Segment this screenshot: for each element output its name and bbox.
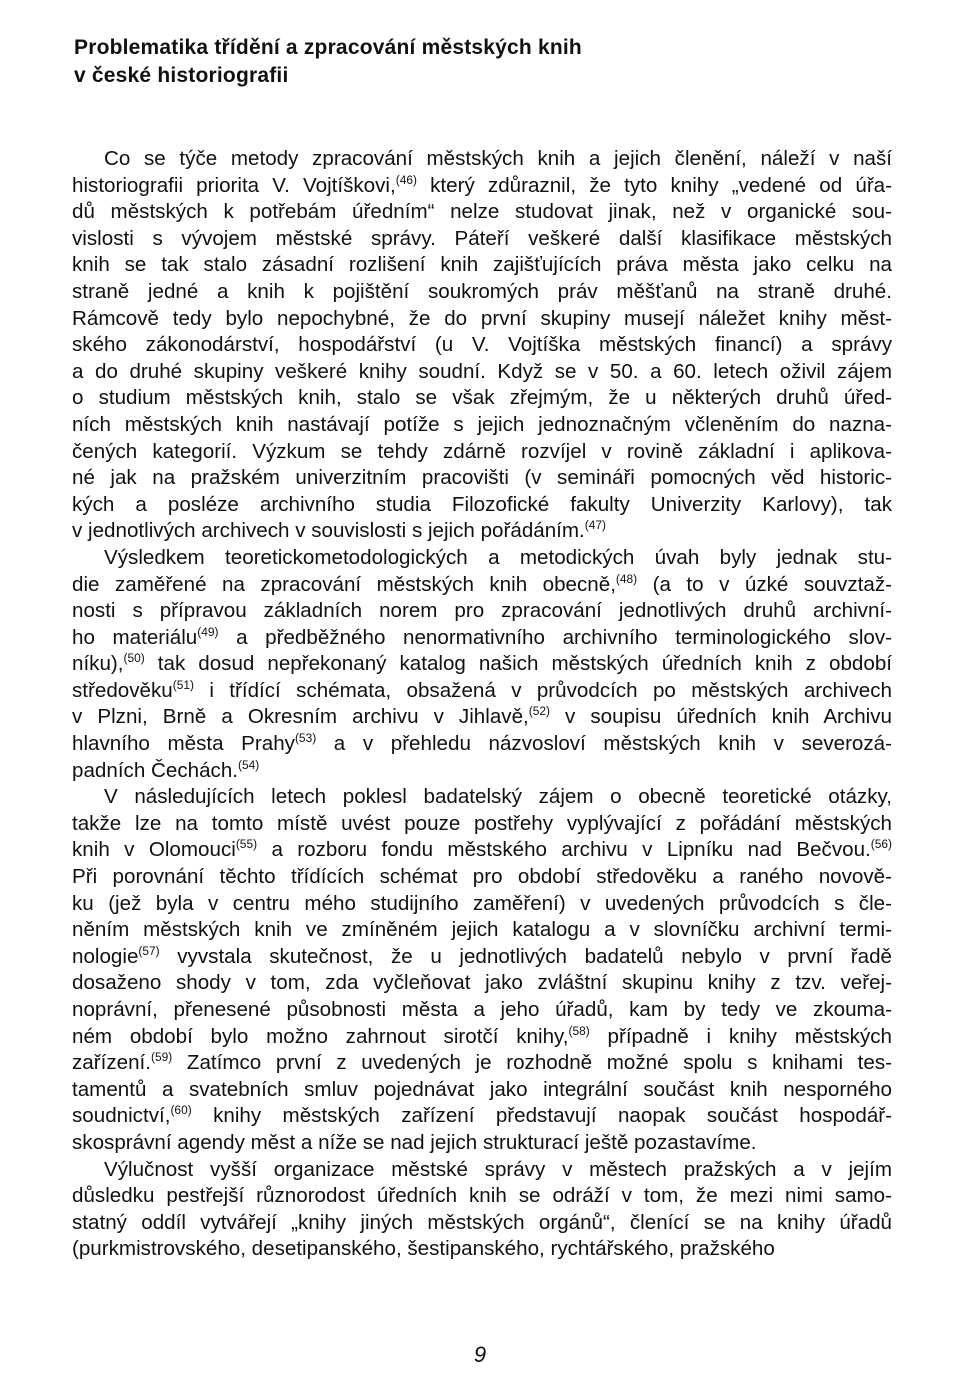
text-segment: vislosti s vývojem městské správy. Páteří veškeré další klasifikace městských	[72, 226, 892, 250]
text-segment: Zatímco první z uvedených je rozhodně možné spolu s knihami tes-	[172, 1051, 892, 1075]
text-segment: knih v Olomouci	[72, 838, 236, 862]
text-segment: i třídící schémata, obsažená v průvodcích po městských archivech	[193, 678, 892, 702]
text-segment: dosaženo shody v tom, zda vyčleňovat jako zvláštní skupinu knihy z tzv. veřej-	[72, 971, 892, 995]
footnote-reference: (60)	[170, 1103, 192, 1118]
footnote-reference: (53)	[294, 731, 317, 746]
text-segment: a předběžného nenormativního archivního terminologického slov-	[218, 625, 892, 649]
body-text	[72, 146, 892, 1263]
text-segment: Výlučnost vyšší organizace městské správy v městech pražských a v jejím	[104, 1157, 892, 1181]
footnote-reference: (50)	[123, 651, 145, 666]
text-segment: tamentů a svatebních smluv pojednávat jako integrální součást knih nesporného	[72, 1077, 892, 1101]
text-segment: v Plzni, Brně a Okresním archivu v Jihlavě,	[72, 705, 529, 729]
footnote-reference: (49)	[197, 624, 219, 639]
text-segment: čených kategorií. Výzkum se tehdy zdárně rozvíjel v rovině základní i aplikova-	[72, 439, 892, 463]
text-line	[72, 598, 892, 625]
text-line	[72, 306, 892, 333]
text-segment: níku),	[72, 652, 124, 676]
text-line	[72, 970, 892, 997]
footnote-reference: (51)	[172, 678, 194, 693]
text-line	[72, 784, 892, 811]
text-line	[72, 1050, 892, 1077]
text-line	[72, 1130, 892, 1157]
text-line	[72, 997, 892, 1024]
text-segment: noprávní, přenesené působnosti města a jeho úřadů, kam by tedy ve zkouma-	[72, 998, 892, 1021]
text-segment: kých a posléze archivního studia Filozofické fakulty Univerzity Karlovy), tak	[72, 492, 892, 516]
text-line	[72, 1103, 892, 1130]
text-segment: nosti s přípravou základních norem pro zpracování jednotlivých druhů archivní-	[72, 599, 892, 623]
text-line	[72, 572, 892, 599]
text-line	[72, 173, 892, 200]
footnote-reference: (54)	[238, 757, 260, 772]
text-segment: Při porovnání těchto třídících schémat pro období středověku a raného novově-	[72, 865, 892, 889]
page-number: 9	[473, 1342, 487, 1367]
text-line	[72, 518, 892, 545]
footnote-reference: (47)	[584, 518, 607, 533]
text-line	[72, 837, 892, 864]
footnote-reference: (52)	[528, 704, 550, 719]
text-segment: ních městských knih nastávají potíže s jejich jednoznačným včleněním do nazna-	[72, 412, 892, 436]
footnote-reference: (57)	[138, 944, 160, 959]
text-line	[72, 917, 892, 944]
text-line	[72, 439, 892, 466]
text-line	[72, 1024, 892, 1051]
text-segment: a do druhé skupiny veškeré knihy soudní. Když se v 50. a 60. letech oživil zájem	[72, 359, 892, 383]
text-segment: soudnictví,	[72, 1104, 171, 1128]
text-segment: ho materiálu	[72, 625, 198, 649]
footnote-reference: (55)	[235, 837, 258, 852]
text-line	[72, 1157, 892, 1184]
text-segment: středověku	[72, 678, 173, 702]
text-segment: něním městských knih ve zmíněném jejich katalogu a v slovníčku archivní termi-	[72, 918, 892, 942]
text-line	[72, 1236, 892, 1263]
text-line	[72, 252, 892, 279]
text-line	[72, 492, 892, 519]
text-segment: zařízení.	[72, 1051, 151, 1075]
text-line	[72, 758, 892, 785]
text-segment: případně i knihy městských	[589, 1024, 892, 1048]
text-segment: který zdůraznil, že tyto knihy „vedené od úřa-	[416, 173, 892, 197]
text-line	[72, 811, 892, 838]
text-segment: důsledku pestřejší různorodost úředních knih se odráží v tom, že mezi nimi samo-	[72, 1184, 892, 1208]
text-segment: a rozboru fondu městského archivu v Lipníku nad Bečvou.	[257, 838, 871, 862]
text-segment: statný oddíl vytvářejí „knihy jiných městských orgánů“, členící se na knihy úřadů	[72, 1210, 892, 1234]
text-line	[72, 651, 892, 678]
text-segment: v soupisu úředních knih Archivu	[549, 705, 892, 729]
paragraph	[72, 146, 892, 545]
text-line	[72, 1183, 892, 1210]
text-segment: o studium městských knih, stalo se však zřejmým, že u některých druhů úřed-	[72, 386, 892, 410]
text-segment: V následujících letech poklesl badatelský zájem o obecně teoretické otázky,	[104, 785, 892, 809]
text-segment: a v přehledu názvosloví městských knih v severozá-	[316, 732, 892, 756]
text-line	[72, 385, 892, 412]
text-segment: ku (jež byla v centru mého studijního zaměření) v uvedených průvodcích s čle-	[72, 891, 892, 915]
text-segment: né jak na pražském univerzitním pracovišti (v semináři pomocných věd historic-	[72, 466, 892, 490]
text-segment: nologie	[72, 944, 139, 968]
text-line	[72, 704, 892, 731]
text-line	[72, 412, 892, 439]
text-segment: Rámcově tedy bylo nepochybné, že do první skupiny musejí náležet knihy měst-	[72, 306, 892, 330]
text-line	[72, 625, 892, 652]
text-segment: hlavního města Prahy	[72, 732, 295, 756]
text-line	[72, 731, 892, 758]
footnote-reference: (48)	[615, 571, 638, 586]
text-segment: tak dosud nepřekonaný katalog našich městských úředních knih z období	[144, 652, 892, 676]
text-segment: (purkmistrovského, desetipanského, šestipanského, rychtářského, pražského	[72, 1237, 775, 1261]
text-line	[72, 146, 892, 173]
footnote-reference: (58)	[568, 1023, 590, 1038]
text-line	[72, 891, 892, 918]
footnote-reference: (46)	[395, 172, 417, 187]
text-line	[72, 465, 892, 492]
text-segment: historiografii priorita V. Vojtíškovi,	[72, 173, 396, 197]
text-line	[72, 545, 892, 572]
text-segment: v jednotlivých archivech v souvislosti s jejich pořádáním.	[72, 519, 585, 543]
text-segment: takže lze na tomto místě uvést pouze postřehy vyplývající z pořádání městských	[72, 811, 892, 835]
text-line	[72, 332, 892, 359]
text-segment: dů městských k potřebám úředním“ nelze studovat jinak, než v organické sou-	[72, 200, 892, 224]
header-line-1: Problematika třídění a zpracování městských knih	[74, 36, 582, 59]
paragraph	[72, 1157, 892, 1263]
text-segment: knih se tak stalo zásadní rozlišení knih zajišťujících práva města jako celku na	[72, 253, 892, 277]
text-segment: skosprávní agendy měst a níže se nad jejich strukturací ještě pozastavíme.	[72, 1130, 757, 1154]
text-line	[72, 1077, 892, 1104]
text-line	[72, 359, 892, 386]
text-line	[72, 199, 892, 226]
paragraph	[72, 545, 892, 784]
text-segment: knihy městských zařízení představují naopak součást hospodář-	[191, 1104, 892, 1128]
text-segment: ského zákonodárství, hospodářství (u V. Vojtíška městských financí) a správy	[72, 333, 892, 357]
text-segment: straně jedné a knih k pojištění soukromých práv měšťanů na straně druhé.	[72, 279, 892, 303]
text-line	[72, 944, 892, 971]
footnote-reference: (59)	[150, 1050, 173, 1065]
text-segment: ném období bylo možno zahrnout sirotčí knihy,	[72, 1024, 569, 1048]
text-line	[72, 864, 892, 891]
chapter-header	[74, 34, 774, 90]
text-segment: Výsledkem teoretickometodologických a metodických úvah byly jednak stu-	[104, 545, 892, 569]
text-segment: Co se týče metody zpracování městských knih a jejich členění, náleží v naší	[104, 147, 892, 170]
text-segment: die zaměřené na zpracování městských knih obecně,	[72, 572, 616, 596]
footnote-reference: (56)	[870, 837, 893, 852]
text-segment: (a to v úzké souvztaž-	[637, 572, 892, 596]
text-line	[72, 279, 892, 306]
text-line	[72, 1210, 892, 1237]
paragraph	[72, 784, 892, 1156]
text-line	[72, 678, 892, 705]
text-segment: padních Čechách.	[72, 758, 239, 782]
header-line-2: v české historiografii	[74, 64, 289, 87]
text-segment: vyvstala skutečnost, že u jednotlivých badatelů nebylo v první řadě	[159, 944, 892, 968]
text-line	[72, 226, 892, 253]
